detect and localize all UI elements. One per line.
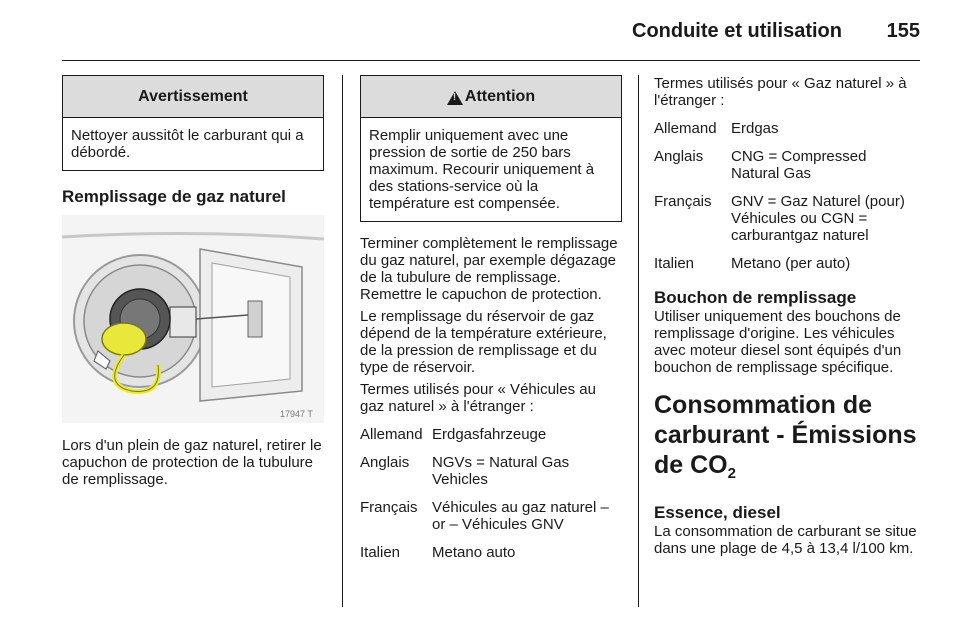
paragraph: Le remplissage du réservoir de gaz dépend de la température extérieure, de la pression de remplissage et du type de réservoir. bbox=[360, 308, 607, 376]
chapter-title: Conduite et utilisation bbox=[632, 20, 842, 42]
column-divider bbox=[342, 75, 343, 607]
warning-title: Avertissement bbox=[63, 76, 323, 118]
term-language: Français bbox=[360, 499, 418, 516]
paragraph: Termes utilisés pour « Gaz naturel » à l'étranger : bbox=[654, 75, 907, 109]
term-language: Allemand bbox=[654, 120, 717, 137]
warning-text: Nettoyer aussitôt le carburant qui a débordé. bbox=[71, 127, 304, 161]
attention-header bbox=[361, 76, 621, 118]
term-language: Allemand bbox=[360, 426, 423, 443]
paragraph: La consommation de carburant se situe dans une plage de 4,5 à 13,4 l/100 km. bbox=[654, 523, 917, 557]
term-language: Anglais bbox=[654, 148, 704, 165]
column-1 bbox=[62, 75, 324, 488]
chapter-heading-subscript: 2 bbox=[727, 465, 736, 482]
chapter-heading-text: Consommation de carburant - Émissions de CO bbox=[654, 391, 917, 479]
warning-box bbox=[62, 75, 324, 171]
fuel-filler-drawing bbox=[62, 215, 324, 423]
paragraph: Utiliser uniquement des bouchons de remplissage d'origine. Les véhicules avec moteur diesel sont équipés d'un bouchon de remplissage spécifique. bbox=[654, 308, 902, 376]
page-number: 155 bbox=[886, 20, 920, 42]
table-row bbox=[654, 255, 922, 272]
term-value: CNG = Compressed Natural Gas bbox=[731, 148, 867, 182]
term-language: Italien bbox=[654, 255, 695, 272]
term-value: Metano auto bbox=[432, 544, 516, 561]
table-row bbox=[360, 454, 622, 488]
paragraph: Terminer complètement le remplissage du gaz naturel, par exemple dégazage de la tubulure de remplissage. Remettre le capuchon de protection. bbox=[360, 235, 618, 303]
term-language: Italien bbox=[360, 544, 401, 561]
column-2 bbox=[360, 75, 622, 561]
paragraph: Termes utilisés pour « Véhicules au gaz naturel » à l'étranger : bbox=[360, 381, 596, 415]
chapter-heading bbox=[654, 390, 922, 489]
section-heading: Remplissage de gaz naturel bbox=[62, 187, 286, 206]
term-value: NGVs = Natural Gas Vehicles bbox=[432, 454, 570, 488]
term-language: Anglais bbox=[360, 454, 410, 471]
term-value: Véhicules au gaz naturel – or – Véhicules GNV bbox=[432, 499, 609, 533]
table-row bbox=[654, 120, 922, 137]
terms-table bbox=[360, 426, 622, 561]
attention-title: Attention bbox=[464, 87, 536, 105]
section-heading: Essence, diesel bbox=[654, 503, 781, 522]
table-row bbox=[360, 499, 622, 533]
table-row bbox=[654, 193, 922, 244]
table-row bbox=[654, 148, 922, 182]
column-divider bbox=[638, 75, 639, 607]
header-rule bbox=[62, 60, 920, 61]
column-3 bbox=[654, 75, 922, 557]
term-value: Metano (per auto) bbox=[731, 255, 851, 272]
fuel-filler-illustration bbox=[62, 215, 324, 423]
term-value: Erdgas bbox=[731, 120, 779, 137]
figure-code: 17947 T bbox=[280, 409, 313, 419]
warning-triangle-icon bbox=[447, 91, 463, 105]
table-row bbox=[360, 426, 622, 443]
section-heading: Bouchon de remplissage bbox=[654, 288, 857, 307]
attention-text: Remplir uniquement avec une pression de sortie de 250 bars maximum. Recourir uniquement à des stations-service où la température est compensée. bbox=[369, 127, 595, 212]
term-language: Français bbox=[654, 193, 712, 210]
page-header bbox=[0, 0, 960, 62]
paragraph: Lors d'un plein de gaz naturel, retirer le capuchon de protection de la tubulure de remplissage. bbox=[62, 437, 322, 488]
terms-table bbox=[654, 120, 922, 272]
attention-box bbox=[360, 75, 622, 222]
table-row bbox=[360, 544, 622, 561]
term-value: Erdgasfahrzeuge bbox=[432, 426, 547, 443]
term-value: GNV = Gaz Naturel (pour) Véhicules ou CGN = carburantgaz naturel bbox=[731, 193, 905, 244]
